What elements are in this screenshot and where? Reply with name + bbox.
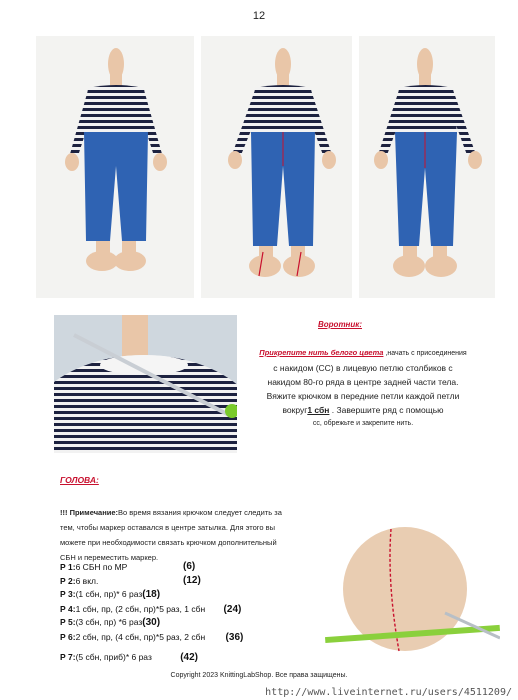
collar-heading: Воротник: (318, 320, 362, 329)
collar-attach-note: Прикрепите нить белого цвета (259, 348, 384, 357)
head-note: !!! Примечание:Во время вязания крючком следует следить за тем, чтобы маркер оставался в центре затылка. Для этого вы можете при необходимости связать крючком дополнительный СБН и переместить маркер. (60, 508, 282, 562)
pattern-row: Р 1:6 СБН по МР (6) (60, 561, 196, 572)
page-number: 12 (252, 10, 266, 22)
collar-instructions: Прикрепите нить белого цвета ,начать с присоединения с накидом (СС) в лицевую петлю столбиков с накидом 80-го ряда в центре задней части тела. Вяжите крючком в передние петли каждой петли вокруг1 сбн . Завершите ряд с помощью сс, обрежьте и закрепите нить. (259, 348, 467, 427)
head-heading: ГОЛОВА: (60, 475, 99, 485)
pattern-row: Р 7:(5 сбн, приб)* 6 раз (42) (60, 652, 199, 663)
pattern-row: Р 4:1 сбн, пр, (2 сбн, пр)*5 раз, 1 сбн (24) (60, 604, 242, 615)
watermark-url: http://www.liveinternet.ru/users/4511209/ (265, 687, 512, 698)
pattern-row: Р 5:(3 сбн, пр) *6 раз(30) (60, 617, 161, 628)
doll-front-photo (36, 36, 194, 298)
doll-back-photo (201, 36, 352, 298)
pattern-row: Р 3:(1 сбн, пр)* 6 раз(18) (60, 589, 161, 600)
collar-closeup-photo (54, 315, 237, 453)
pattern-row: Р 6:2 сбн, пр, (4 сбн, пр)*5 раз, 2 сбн (36) (60, 632, 244, 643)
pattern-row: Р 2:6 вкл. (12) (60, 575, 201, 586)
head-ball-photo (325, 513, 500, 656)
copyright-footer: Copyright 2023 KnittingLabShop. Все права защищены. (170, 672, 348, 679)
doll-side-photo (359, 36, 495, 298)
